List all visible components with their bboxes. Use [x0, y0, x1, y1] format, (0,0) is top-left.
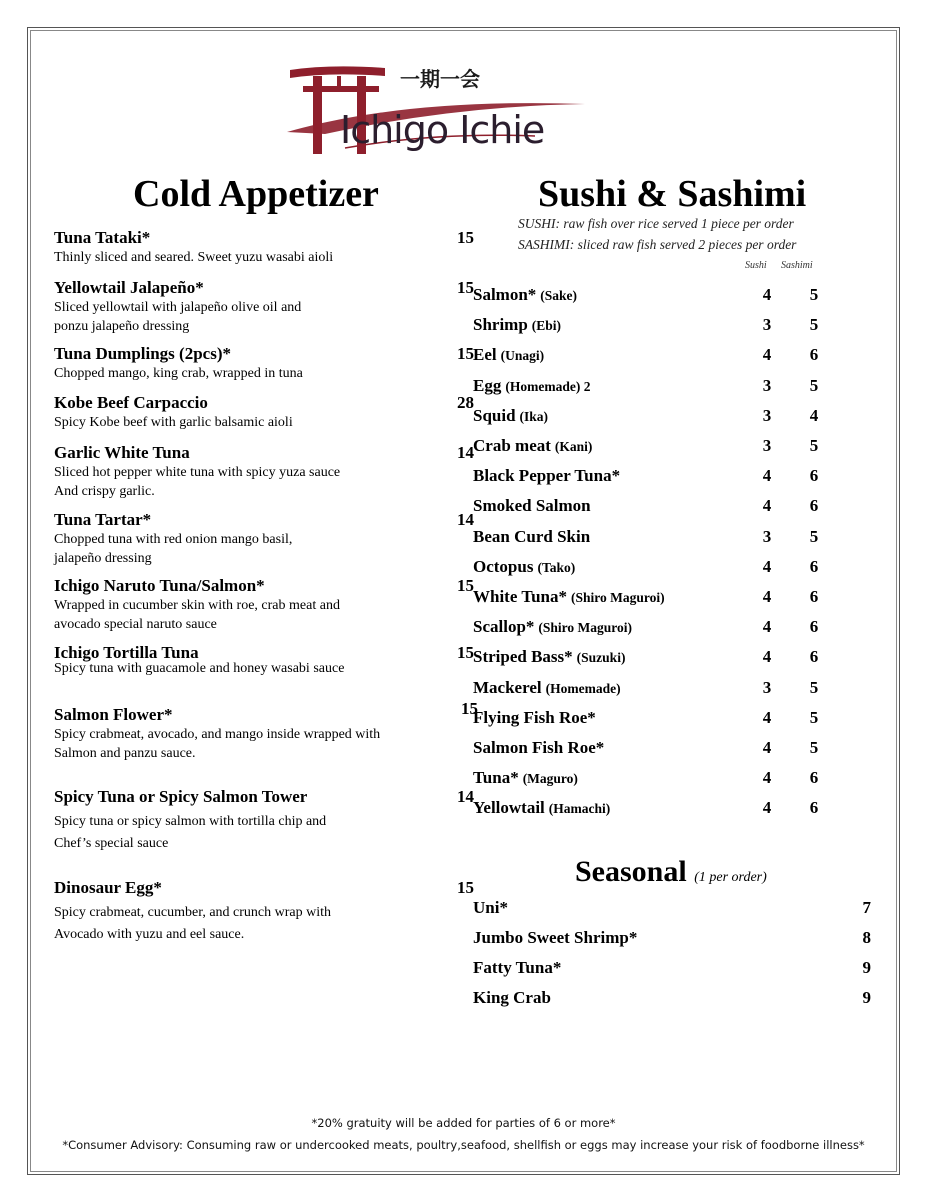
sushi-row	[473, 587, 833, 609]
sashimi-price: 5	[809, 526, 819, 546]
seasonal-item-name: Jumbo Sweet Shrimp*	[473, 928, 638, 947]
appetizer-item	[54, 393, 474, 432]
sushi-price: 4	[762, 496, 772, 516]
seasonal-item-price: 9	[862, 958, 871, 977]
column-header-sushi: Sushi	[745, 260, 767, 271]
seasonal-item-name: Fatty Tuna*	[473, 958, 562, 977]
sushi-price: 4	[762, 738, 772, 757]
sushi-price: 4	[762, 798, 772, 818]
sushi-row	[473, 315, 833, 337]
sushi-name: White Tuna*	[473, 587, 568, 606]
sushi-price: 3	[762, 436, 772, 455]
appetizer-name: Garlic White Tuna	[54, 443, 190, 462]
sashimi-price: 5	[809, 677, 819, 697]
appetizer-name: Yellowtail Jalapeño*	[54, 278, 204, 297]
sushi-name: Egg	[473, 375, 502, 395]
seasonal-item-price: 8	[862, 928, 871, 947]
sushi-price: 3	[762, 375, 772, 395]
sushi-japanese-name: (Kani)	[554, 439, 593, 454]
logo-wordmark: Ichigo Ichie	[340, 108, 545, 152]
appetizer-price: 15	[457, 344, 474, 363]
sushi-name: Flying Fish Roe*	[473, 707, 596, 727]
sushi-name: Crab meat	[473, 436, 551, 455]
sushi-price: 4	[762, 466, 772, 486]
appetizer-price: 14	[457, 443, 474, 462]
sushi-name: Squid	[473, 405, 516, 425]
sushi-japanese-name: (Suzuki)	[576, 650, 626, 666]
seasonal-row	[473, 988, 873, 1010]
appetizer-desc: Thinly sliced and seared. Sweet yuzu wasabi aioli	[54, 250, 334, 265]
sushi-name: Tuna*	[473, 768, 519, 788]
appetizer-item	[54, 443, 474, 501]
sushi-name: Yellowtail	[473, 798, 545, 818]
consumer-advisory: *Consumer Advisory: Consuming raw or undercooked meats, poultry,seafood, shellfish or eggs may increase your risk of foodborne illness*	[62, 1138, 865, 1152]
appetizer-desc: Spicy tuna with guacamole and honey wasabi sauce	[54, 661, 345, 676]
cold-appetizer-title: Cold Appetizer	[133, 173, 379, 215]
seasonal-note: (1 per order)	[694, 870, 767, 885]
sushi-price: 4	[762, 345, 772, 365]
seasonal-row	[473, 958, 873, 980]
appetizer-name: Dinosaur Egg*	[54, 878, 162, 897]
appetizer-name: Ichigo Tortilla Tuna	[54, 643, 199, 662]
appetizer-desc: Wrapped in cucumber skin with roe, crab meat and avocado special naruto sauce	[54, 598, 340, 632]
sashimi-price: 6	[809, 647, 819, 667]
appetizer-price: 14	[457, 510, 474, 529]
appetizer-item	[54, 576, 474, 634]
sushi-price: 3	[762, 315, 772, 335]
appetizer-price: 15	[457, 278, 474, 297]
appetizer-name: Spicy Tuna or Spicy Salmon Tower	[54, 787, 308, 806]
sushi-name: Black Pepper Tuna*	[473, 466, 621, 486]
sushi-price: 4	[762, 617, 772, 637]
sushi-row	[473, 376, 833, 398]
appetizer-price: 28	[457, 393, 474, 412]
sushi-row	[473, 798, 833, 820]
seasonal-item-price: 7	[862, 898, 871, 917]
sushi-price: 4	[762, 285, 772, 304]
sushi-row	[473, 436, 833, 458]
sushi-price: 4	[762, 556, 772, 576]
sushi-price: 4	[762, 707, 772, 727]
sushi-row	[473, 527, 833, 549]
appetizer-price: 15	[457, 228, 474, 247]
appetizer-desc: Sliced yellowtail with jalapeño olive oil and ponzu jalapeño dressing	[54, 300, 302, 334]
appetizer-price: 15	[457, 576, 474, 595]
sushi-description: SUSHI: raw fish over rice served 1 piece per order	[518, 216, 794, 231]
sashimi-price: 4	[809, 405, 819, 425]
sushi-name: Shrimp	[473, 315, 528, 335]
sashimi-price: 5	[809, 738, 819, 757]
seasonal-title	[575, 855, 767, 889]
sushi-row	[473, 285, 833, 307]
sashimi-price: 5	[809, 436, 819, 455]
appetizer-item	[54, 643, 474, 678]
sashimi-price: 5	[809, 375, 819, 395]
sushi-name: Salmon Fish Roe*	[473, 738, 605, 757]
sushi-name: Eel	[473, 345, 497, 365]
sashimi-price: 6	[809, 798, 819, 818]
appetizer-desc: Chopped mango, king crab, wrapped in tuna	[54, 366, 303, 381]
logo-kanji: 一期一会	[400, 67, 480, 91]
sushi-japanese-name: (Homemade) 2	[505, 378, 591, 394]
sushi-name: Bean Curd Skin	[473, 526, 591, 546]
sashimi-description: SASHIMI: sliced raw fish served 2 pieces per order	[518, 237, 797, 252]
appetizer-name: Tuna Tataki*	[54, 228, 151, 247]
gratuity-note: *20% gratuity will be added for parties of 6 or more*	[311, 1116, 616, 1130]
sushi-row	[473, 466, 833, 488]
sushi-row	[473, 557, 833, 579]
sushi-price: 4	[762, 647, 772, 667]
sushi-name: Scallop*	[473, 617, 535, 637]
appetizer-desc: Spicy crabmeat, cucumber, and crunch wrap with Avocado with yuzu and eel sauce.	[54, 905, 331, 942]
sushi-name: Octopus	[473, 556, 534, 576]
appetizer-name: Salmon Flower*	[54, 705, 173, 724]
sashimi-price: 5	[809, 707, 819, 727]
sashimi-price: 6	[809, 496, 819, 516]
seasonal-row	[473, 928, 873, 950]
sushi-japanese-name: (Maguro)	[522, 771, 578, 787]
seasonal-item-name: King Crab	[473, 988, 551, 1007]
sashimi-price: 6	[809, 345, 819, 365]
appetizer-desc: Spicy Kobe beef with garlic balsamic aioli	[54, 415, 293, 430]
appetizer-item	[54, 699, 478, 763]
appetizer-price: 15	[461, 699, 478, 718]
sushi-row	[473, 617, 833, 639]
appetizer-price: 15	[457, 643, 474, 662]
sushi-sashimi-title: Sushi & Sashimi	[538, 173, 807, 215]
sashimi-price: 6	[809, 617, 819, 637]
appetizer-desc: Chopped tuna with red onion mango basil, jalapeño dressing	[54, 532, 293, 566]
sushi-japanese-name: (Sake)	[540, 288, 578, 303]
sashimi-price: 6	[809, 587, 819, 606]
sushi-price: 3	[762, 405, 772, 425]
sashimi-price: 6	[809, 556, 819, 576]
appetizer-item	[54, 344, 474, 383]
column-header-sashimi: Sashimi	[781, 260, 813, 271]
appetizer-price: 15	[457, 878, 474, 897]
sushi-japanese-name: (Tako)	[537, 559, 576, 575]
sushi-row	[473, 496, 833, 518]
appetizer-item	[54, 510, 474, 568]
sushi-japanese-name: (Ebi)	[531, 318, 562, 334]
seasonal-heading: Seasonal	[575, 855, 687, 888]
appetizer-desc: Sliced hot pepper white tuna with spicy yuza sauce And crispy garlic.	[54, 465, 341, 499]
sushi-price: 4	[762, 768, 772, 788]
seasonal-row	[473, 898, 873, 920]
sushi-japanese-name: (Unagi)	[500, 348, 545, 364]
sushi-price: 3	[762, 526, 772, 546]
sushi-japanese-name: (Shiro Maguroi)	[571, 590, 665, 605]
appetizer-item	[54, 228, 474, 267]
appetizer-item	[54, 878, 474, 946]
sushi-row	[473, 406, 833, 428]
appetizer-item	[54, 787, 474, 855]
sushi-row	[473, 678, 833, 700]
sushi-row	[473, 738, 833, 760]
sushi-name: Mackerel	[473, 677, 542, 697]
seasonal-item-name: Uni*	[473, 898, 508, 917]
sushi-japanese-name: (Hamachi)	[548, 801, 611, 817]
sushi-row	[473, 345, 833, 367]
sushi-row	[473, 708, 833, 730]
appetizer-price: 14	[457, 787, 474, 806]
appetizer-name: Ichigo Naruto Tuna/Salmon*	[54, 576, 265, 595]
sushi-row	[473, 768, 833, 790]
sushi-name: Smoked Salmon	[473, 496, 591, 516]
sashimi-price: 6	[809, 466, 819, 486]
sushi-japanese-name: (Ika)	[519, 408, 549, 424]
appetizer-name: Tuna Dumplings (2pcs)*	[54, 344, 231, 363]
sashimi-price: 5	[809, 315, 819, 335]
sushi-price: 3	[762, 677, 772, 697]
sushi-row	[473, 647, 833, 669]
sushi-japanese-name: (Homemade)	[545, 680, 621, 696]
appetizer-desc: Spicy crabmeat, avocado, and mango inside wrapped with Salmon and panzu sauce.	[54, 727, 381, 761]
appetizer-item	[54, 278, 474, 336]
appetizer-desc: Spicy tuna or spicy salmon with tortilla chip and Chef’s special sauce	[54, 814, 327, 851]
appetizer-name: Tuna Tartar*	[54, 510, 152, 529]
sashimi-price: 5	[809, 285, 819, 304]
sushi-name: Striped Bass*	[473, 647, 573, 667]
sashimi-price: 6	[809, 768, 819, 788]
sushi-japanese-name: (Shiro Maguroi)	[538, 620, 633, 636]
seasonal-item-price: 9	[862, 988, 871, 1007]
appetizer-name: Kobe Beef Carpaccio	[54, 393, 208, 412]
sushi-price: 4	[762, 587, 772, 606]
sushi-name: Salmon*	[473, 285, 537, 304]
